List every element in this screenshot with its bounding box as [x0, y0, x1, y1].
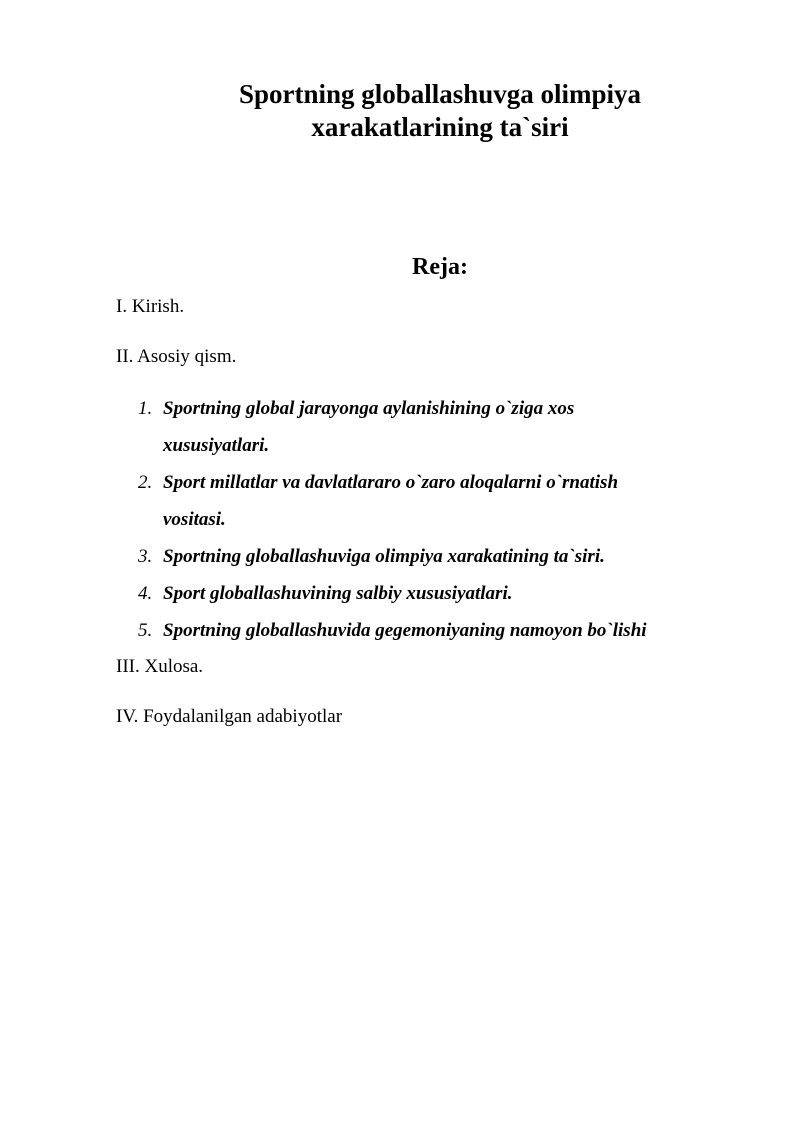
list-item-number: 3.: [138, 546, 153, 567]
list-item: [130, 612, 730, 649]
title-line-2: xarakatlarining ta`siri: [311, 112, 569, 142]
section-introduction: I. Kirish.: [116, 296, 185, 317]
list-item-number: 2.: [138, 472, 153, 493]
list-item-line: Sport millatlar va davlatlararo o`zaro aloqalarni o`rnatish: [163, 472, 619, 493]
list-item: [130, 575, 730, 612]
list-item: [130, 464, 730, 538]
list-item-number: 5.: [138, 620, 153, 641]
list-item-line: Sportning global jarayonga aylanishining o`ziga xos: [163, 398, 575, 419]
list-item-number: 4.: [138, 583, 153, 604]
main-part-list: [130, 390, 730, 649]
document-title: [160, 78, 720, 144]
list-item-line: xususiyatlari.: [163, 435, 270, 456]
title-line-1: Sportning globallashuvga olimpiya: [238, 79, 642, 109]
list-item-text: [163, 398, 574, 456]
list-item: [130, 538, 730, 575]
list-item: [130, 390, 730, 464]
list-item-line: vositasi.: [163, 509, 226, 530]
plan-heading: Reja:: [412, 254, 468, 280]
list-item-text: Sportning globallashuviga olimpiya xarakatining ta`siri.: [163, 546, 605, 567]
list-item-text: Sportning globallashuvida gegemoniyaning namoyon bo`lishi: [163, 620, 647, 641]
list-item-text: [163, 472, 618, 530]
section-conclusion: III. Xulosa.: [116, 656, 204, 677]
list-item-number: 1.: [138, 398, 153, 419]
section-main-part: II. Asosiy qism.: [116, 346, 237, 367]
section-references: IV. Foydalanilgan adabiyotlar: [116, 706, 343, 727]
list-item-text: Sport globallashuvining salbiy xususiyatlari.: [163, 583, 513, 604]
